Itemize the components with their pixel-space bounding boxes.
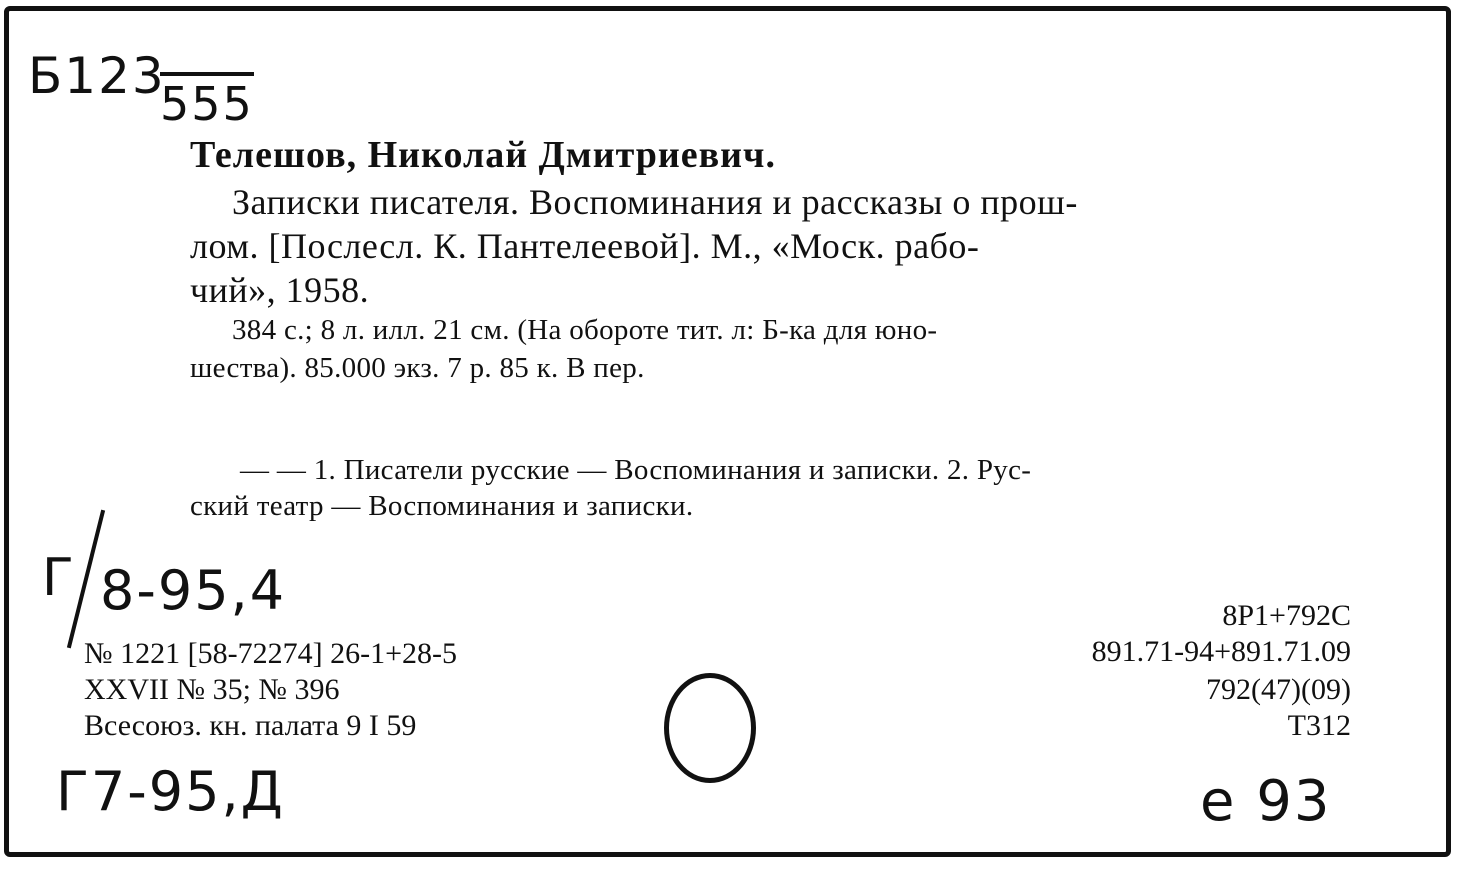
physical-line-2: шества). 85.000 экз. 7 р. 85 к. В пер. (190, 352, 645, 384)
circle-mark (664, 673, 756, 783)
footer-left-1: № 1221 [58-72274] 26-1+28-5 (84, 637, 457, 670)
handwritten-prefix: Г (42, 548, 76, 608)
physical-line-1: 384 с.; 8 л. илл. 21 см. (На обороте тит. л: Б-ка для юно- (232, 314, 938, 346)
handwritten-bottom-right: е 93 (1200, 769, 1332, 834)
footer-left-2: XXVII № 35; № 396 (84, 673, 340, 706)
handwritten-shelf-number: 555 (160, 72, 254, 130)
footer-right-3: 792(47)(09) (1206, 673, 1351, 706)
title-line-1: Записки писателя. Воспоминания и рассказы о прош- (232, 182, 1078, 222)
subject-line-1: — — 1. Писатели русские — Воспоминания и записки. 2. Рус- (240, 454, 1032, 486)
footer-right-4: Т312 (1287, 709, 1351, 742)
footer-right-1: 8Р1+792С (1222, 599, 1351, 632)
footer-left-3: Всесоюз. кн. палата 9 I 59 (84, 709, 417, 742)
subject-line-2: ский театр — Воспоминания и записки. (190, 490, 694, 522)
footer-right-2: 891.71-94+891.71.09 (1091, 635, 1351, 668)
author-heading: Телешов, Николай Дмитриевич. (190, 134, 776, 176)
handwritten-bottom-left: Г7-95,Д (56, 760, 285, 823)
title-line-2: лом. [Послесл. К. Пантелеевой]. М., «Моск. рабо- (190, 226, 980, 266)
title-line-3: чий», 1958. (190, 270, 370, 310)
handwritten-shelf-code: Б123 (28, 47, 166, 105)
handwritten-catalog-code: 8-95,4 (100, 559, 287, 622)
